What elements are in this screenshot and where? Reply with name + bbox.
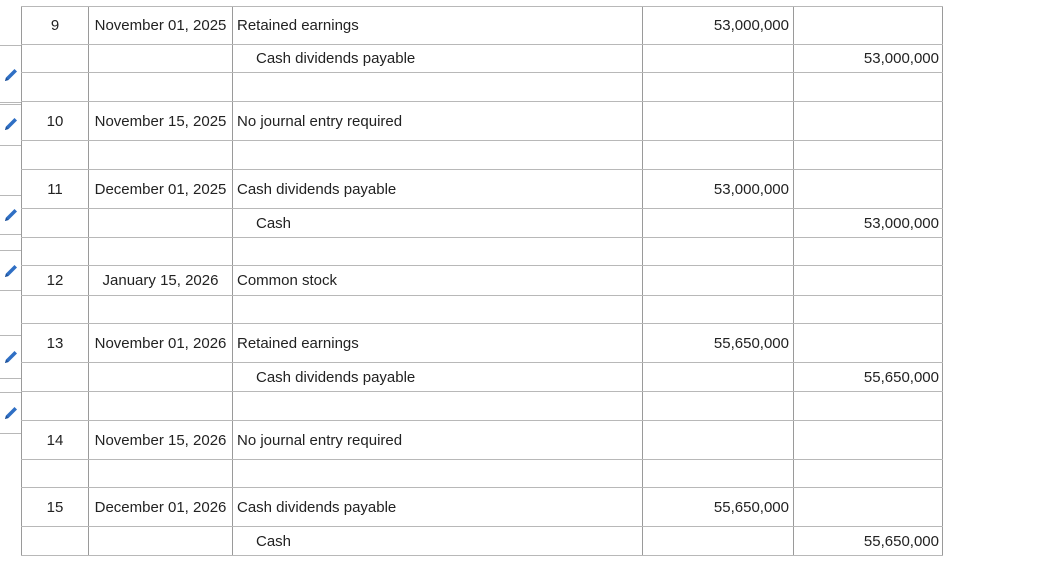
credit-cell	[794, 363, 943, 391]
account-cell	[233, 73, 643, 101]
account-cell	[233, 7, 643, 44]
debit-cell	[643, 460, 794, 487]
debit-cell-text: 55,650,000	[713, 498, 789, 516]
pencil-icon	[3, 67, 19, 83]
account-cell	[233, 296, 643, 323]
journal-row	[21, 488, 943, 527]
account-cell	[233, 102, 643, 140]
journal-row	[21, 73, 943, 102]
entry-number-cell	[21, 238, 89, 265]
entry-number-cell-text: 11	[47, 180, 63, 198]
debit-cell-text: 55,650,000	[713, 334, 789, 352]
debit-cell-text: 53,000,000	[713, 17, 789, 34]
date-cell	[89, 527, 233, 555]
account-cell-text: Cash	[256, 532, 292, 550]
account-cell	[233, 266, 643, 295]
date-cell	[89, 141, 233, 169]
entry-number-cell	[21, 392, 89, 420]
date-cell	[89, 102, 233, 140]
credit-cell	[794, 209, 943, 237]
date-cell	[89, 296, 233, 323]
credit-cell	[794, 266, 943, 295]
journal-row	[21, 460, 943, 488]
debit-cell	[643, 45, 794, 72]
account-cell	[233, 421, 643, 459]
account-cell-text: Cash dividends payable	[237, 180, 397, 198]
entry-number-cell	[21, 488, 89, 526]
credit-cell	[794, 73, 943, 101]
date-cell	[89, 460, 233, 487]
journal-row	[21, 238, 943, 266]
credit-cell	[794, 170, 943, 208]
debit-cell	[643, 238, 794, 265]
account-cell-text: Common stock	[237, 272, 338, 289]
account-cell-text: Cash dividends payable	[237, 498, 397, 516]
credit-cell	[794, 488, 943, 526]
credit-cell-text: 53,000,000	[863, 214, 939, 232]
account-cell-text: Retained earnings	[237, 17, 359, 34]
entry-number-cell	[21, 45, 89, 72]
entry-number-cell	[21, 363, 89, 391]
date-cell	[89, 392, 233, 420]
debit-cell	[643, 73, 794, 101]
account-cell	[233, 460, 643, 487]
entry-number-cell	[21, 170, 89, 208]
entry-number-cell-text: 14	[46, 431, 64, 449]
pencil-icon	[3, 263, 19, 279]
entry-number-cell	[21, 209, 89, 237]
account-cell	[233, 170, 643, 208]
credit-cell	[794, 141, 943, 169]
entry-number-cell-text: 9	[50, 17, 60, 34]
journal-row	[21, 141, 943, 170]
edit-entry-button[interactable]	[0, 335, 21, 379]
debit-cell	[643, 209, 794, 237]
journal-row	[21, 209, 943, 238]
account-cell-text: Cash dividends payable	[256, 50, 416, 67]
entry-number-cell	[21, 421, 89, 459]
journal-row	[21, 363, 943, 392]
account-cell	[233, 209, 643, 237]
credit-cell	[794, 421, 943, 459]
entry-number-cell	[21, 296, 89, 323]
edit-entry-button[interactable]	[0, 195, 21, 235]
entry-number-cell-text: 15	[46, 498, 64, 516]
account-cell-text: Retained earnings	[237, 334, 359, 352]
debit-cell	[643, 102, 794, 140]
account-cell	[233, 488, 643, 526]
credit-cell	[794, 527, 943, 555]
date-cell	[89, 209, 233, 237]
credit-cell-text: 53,000,000	[863, 50, 939, 67]
debit-cell	[643, 392, 794, 420]
credit-cell	[794, 102, 943, 140]
edit-entry-button[interactable]	[0, 102, 21, 146]
debit-cell-text: 53,000,000	[713, 180, 789, 198]
account-cell	[233, 324, 643, 362]
account-cell	[233, 238, 643, 265]
edit-entry-button[interactable]	[0, 250, 21, 291]
entry-number-cell-text: 13	[46, 334, 64, 352]
date-cell-text: November 01, 2026	[94, 334, 227, 352]
debit-cell	[643, 363, 794, 391]
date-cell-text: January 15, 2026	[102, 272, 219, 289]
journal-row	[21, 324, 943, 363]
journal-row	[21, 170, 943, 209]
journal-row	[21, 102, 943, 141]
pencil-icon	[3, 207, 19, 223]
credit-cell-text: 55,650,000	[863, 368, 939, 386]
date-cell	[89, 45, 233, 72]
pencil-icon	[3, 405, 19, 421]
date-cell-text: November 15, 2026	[94, 431, 227, 449]
account-cell	[233, 527, 643, 555]
debit-cell	[643, 141, 794, 169]
account-cell-text: Cash	[256, 214, 292, 232]
account-cell	[233, 45, 643, 72]
entry-number-cell	[21, 141, 89, 169]
debit-cell	[643, 421, 794, 459]
date-cell	[89, 324, 233, 362]
date-cell	[89, 170, 233, 208]
account-cell	[233, 141, 643, 169]
pencil-icon	[3, 116, 19, 132]
edit-entry-button[interactable]	[0, 392, 21, 434]
credit-cell	[794, 460, 943, 487]
date-cell-text: November 01, 2025	[94, 17, 227, 34]
date-cell	[89, 7, 233, 44]
credit-cell	[794, 296, 943, 323]
date-cell-text: November 15, 2025	[94, 112, 227, 130]
debit-cell	[643, 488, 794, 526]
account-cell-text: No journal entry required	[237, 112, 403, 130]
journal-row	[21, 296, 943, 324]
entry-number-cell	[21, 324, 89, 362]
debit-cell	[643, 296, 794, 323]
account-cell	[233, 392, 643, 420]
entry-number-cell-text: 10	[46, 112, 64, 130]
pencil-icon	[3, 349, 19, 365]
debit-cell	[643, 266, 794, 295]
entry-number-cell-text: 12	[46, 272, 64, 289]
entry-number-cell	[21, 266, 89, 295]
date-cell	[89, 238, 233, 265]
account-cell-text: No journal entry required	[237, 431, 403, 449]
credit-cell	[794, 45, 943, 72]
journal-row	[21, 45, 943, 73]
entry-number-cell	[21, 102, 89, 140]
account-cell-text: Cash dividends payable	[256, 368, 416, 386]
journal-row	[21, 421, 943, 460]
date-cell	[89, 73, 233, 101]
date-cell-text: December 01, 2026	[94, 498, 227, 516]
date-cell	[89, 488, 233, 526]
journal-row	[21, 527, 943, 556]
credit-cell	[794, 7, 943, 44]
credit-cell	[794, 238, 943, 265]
edit-entry-button[interactable]	[0, 45, 21, 105]
debit-cell	[643, 170, 794, 208]
entry-number-cell	[21, 7, 89, 44]
date-cell	[89, 421, 233, 459]
entry-number-cell	[21, 460, 89, 487]
account-cell	[233, 363, 643, 391]
entry-number-cell	[21, 73, 89, 101]
credit-cell	[794, 324, 943, 362]
debit-cell	[643, 324, 794, 362]
credit-cell-text: 55,650,000	[863, 532, 939, 550]
journal-row	[21, 266, 943, 296]
debit-cell	[643, 7, 794, 44]
debit-cell	[643, 527, 794, 555]
date-cell	[89, 363, 233, 391]
journal-row	[21, 392, 943, 421]
journal-row	[21, 6, 943, 45]
date-cell-text: December 01, 2025	[94, 180, 227, 198]
entry-number-cell	[21, 527, 89, 555]
date-cell	[89, 266, 233, 295]
credit-cell	[794, 392, 943, 420]
